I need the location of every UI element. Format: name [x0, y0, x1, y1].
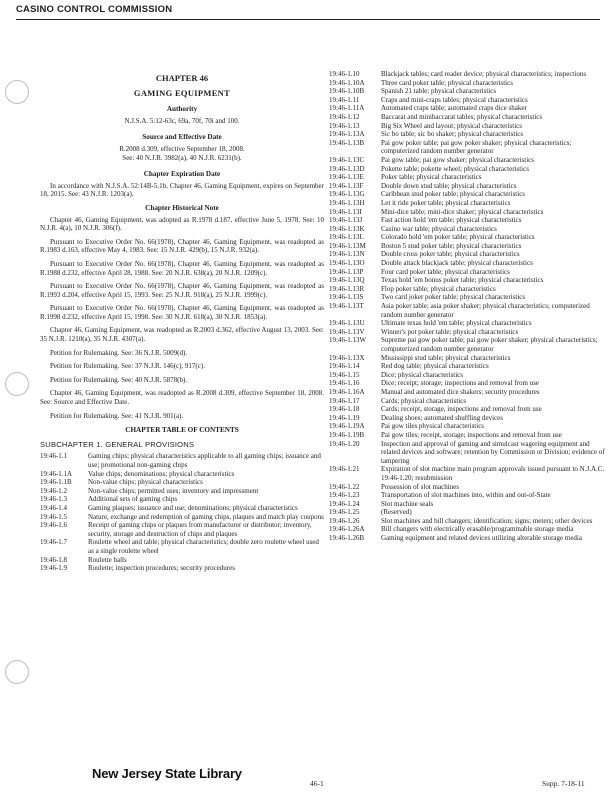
section-title: Receipt of gaming chips or plaques from manufacturer or distributor; inventory, security, storage and destruction of chips and plaques	[88, 521, 312, 538]
toc-entry[interactable]	[329, 113, 605, 122]
section-title: (Reserved)	[381, 508, 412, 517]
toc-entry[interactable]	[329, 328, 605, 337]
toc-entry[interactable]	[329, 517, 605, 526]
section-number: 19:46-1.1	[40, 452, 68, 461]
section-title: Texas hold 'em bonus poker table; physical characteristics	[381, 276, 544, 285]
expiration-text: In accordance with N.J.S.A. 52:14B-5.1b, Chapter 46, Gaming Equipment, expires on September 18, 2015. See: 43 N.J.R. 1203(a).	[40, 181, 324, 199]
section-title: Supreme pai gow poker table; pai gow poker shaker; physical characteristics; computerized random number generator	[381, 336, 598, 353]
section-title: Sic bo table; sic bo shaker; physical characteristics	[381, 130, 524, 139]
section-title: Winner's pot poker table; physical characteristics	[381, 327, 519, 336]
section-title: Pai gow tiles physical characteristics	[381, 422, 485, 431]
section-number: 19:46-1.1B	[40, 478, 72, 487]
toc-entry[interactable]	[329, 500, 605, 509]
toc-entry[interactable]	[329, 259, 605, 268]
toc-entry[interactable]	[329, 508, 605, 517]
section-number: 19:46-1.13A	[329, 130, 365, 139]
section-number: 19:46-1.19A	[329, 422, 365, 431]
section-number: 19:46-1.17	[329, 396, 360, 405]
toc-entry[interactable]	[40, 452, 324, 469]
section-title: Slot machines and bill changers; identification; signs; meters; other devices	[381, 516, 593, 525]
section-number: 19:46-1.13U	[329, 319, 365, 328]
section-number: 19:46-1.14	[329, 362, 360, 371]
section-number: 19:46-1.13W	[329, 336, 367, 345]
toc-entry[interactable]	[329, 79, 605, 88]
toc-entry[interactable]	[329, 182, 605, 191]
section-title: Asia poker table; asia poker shaker; physical characteristics; computerized random number generator	[381, 302, 590, 319]
toc-entry[interactable]	[40, 513, 324, 522]
section-number: 19:46-1.4	[40, 503, 68, 512]
toc-entry[interactable]	[329, 371, 605, 380]
toc-entry[interactable]	[329, 336, 605, 353]
section-number: 19:46-1.22	[329, 482, 360, 491]
toc-entry[interactable]	[329, 431, 605, 440]
section-number: 19:46-1.19B	[329, 430, 365, 439]
section-title: Red dog table; physical characteristics	[381, 362, 489, 371]
section-number: 19:46-1.13T	[329, 302, 364, 311]
section-title: Double attack blackjack table; physical characteristics	[381, 259, 533, 268]
section-title: Baccarat and minibaccarat tables; physical characteristics	[381, 112, 543, 121]
section-title: Spanish 21 table; physical characteristics	[381, 87, 497, 96]
section-number: 19:46-1.11	[329, 95, 360, 104]
section-number: 19:46-1.11A	[329, 104, 365, 113]
toc-entry[interactable]	[329, 362, 605, 371]
section-title: Flop poker table; physical characteristics	[381, 284, 496, 293]
section-number: 19:46-1.7	[40, 538, 68, 547]
section-title: Inspection and approval of gaming and simulcast wagering equipment and related devices and software; retention by Commission or Division; evidence of tampering	[381, 439, 605, 465]
toc-entry[interactable]	[329, 199, 605, 208]
chapter-number: CHAPTER 46	[155, 73, 209, 83]
section-title: Two card joker poker table; physical characteristics	[381, 293, 526, 302]
section-number: 19:46-1.2	[40, 486, 68, 495]
toc-entry[interactable]	[329, 379, 605, 388]
binder-hole-top	[5, 80, 29, 104]
section-number: 19:46-1.13K	[329, 224, 365, 233]
history-note: Chapter 46, Gaming Equipment, was adopted as R.1978 d.187, effective June 5, 1978. See: 10 N.J.R. 4(a), 10 N.J.R. 306(f).	[40, 215, 324, 233]
section-title: Let it ride poker table; physical characteristics	[381, 198, 511, 207]
toc-entry[interactable]	[329, 405, 605, 414]
section-title: Bill changers with electrically erasable/programmable storage media	[381, 525, 574, 534]
section-title: Manual and automated dice shakers; security procedures	[381, 387, 540, 396]
section-number: 19:46-1.24	[329, 499, 360, 508]
page-number: 46-1	[310, 779, 324, 788]
toc-entry[interactable]	[329, 250, 605, 259]
toc-entry[interactable]	[329, 268, 605, 277]
section-title: Caribbean stud poker table; physical characteristics	[381, 190, 526, 199]
section-number: 19:46-1.16	[329, 379, 360, 388]
section-number: 19:46-1.13I	[329, 207, 362, 216]
header-rule	[16, 19, 600, 20]
source-line-2: See: 40 N.J.R. 3982(a), 40 N.J.R. 6231(b).	[122, 153, 242, 162]
section-number: 19:46-1.13N	[329, 250, 365, 259]
section-title: Craps and mini-craps tables; physical characteristics	[381, 95, 528, 104]
chapter-name: GAMING EQUIPMENT	[133, 87, 231, 98]
section-title: Pokette table; pokette wheel; physical characteristics	[381, 164, 529, 173]
toc-entry[interactable]	[329, 233, 605, 242]
history-note: Chapter 46, Gaming Equipment, was readopted as R.2008 d.309, effective September 18, 2008. See: Source and Effective Date.	[40, 389, 324, 407]
section-title: Additional sets of gaming chips	[88, 495, 178, 504]
history-note: Petition for Rulemaking. See: 40 N.J.R. 5878(b).	[50, 375, 188, 384]
toc-entry[interactable]	[329, 414, 605, 423]
section-title: Gaming plaques; issuance and use; denominations; physical characteristics	[88, 503, 298, 512]
section-number: 19:46-1.15	[329, 370, 360, 379]
toc-entry[interactable]	[329, 104, 605, 113]
section-title: Mini-dice table; mini-dice shaker; physical characteristics	[381, 207, 544, 216]
section-number: 19:46-1.13G	[329, 190, 365, 199]
running-header: CASINO CONTROL COMMISSION	[16, 4, 173, 15]
toc-entry[interactable]	[329, 491, 605, 500]
history-note: Petition for Rulemaking. See: 36 N.J.R. 5009(d).	[50, 348, 188, 357]
source-heading: Source and Effective Date	[142, 133, 222, 142]
section-number: 19:46-1.13C	[329, 155, 365, 164]
toc-entry[interactable]	[329, 156, 605, 165]
section-title: Double cross poker table; physical characteristics	[381, 250, 520, 259]
section-title: Mississippi stud table; physical characteristics	[381, 353, 511, 362]
section-number: 19:46-1.13	[329, 121, 360, 130]
history-note: Pursuant to Executive Order No. 66(1978), Chapter 46, Gaming Equipment, was readopted as R.1993 d.204, effective April 15, 1993. See: 25 N.J.R. 918(a), 25 N.J.R. 1999(c).	[40, 282, 324, 299]
history-note: Pursuant to Executive Order No. 66(1978), Chapter 46, Gaming Equipment, was readopted as R.1988 d.232, effective April 28, 1988. See: 20 N.J.R. 638(a), 20 N.J.R. 1209(c).	[40, 259, 324, 277]
section-title: Roulette; inspection procedures; security procedures	[88, 564, 235, 573]
section-number: 19:46-1.20	[329, 439, 360, 448]
section-number: 19:46-1.13L	[329, 233, 364, 242]
section-number: 19:46-1.13V	[329, 327, 365, 336]
section-title: Transportation of slot machines into, within and out-of-State	[381, 491, 551, 500]
toc-entry[interactable]	[329, 440, 605, 466]
library-stamp: New Jersey State Library	[92, 766, 242, 781]
expiration-heading: Chapter Expiration Date	[143, 170, 221, 179]
section-title: Big Six Wheel and layout; physical characteristics	[381, 121, 522, 130]
toc-entry[interactable]	[329, 190, 605, 199]
section-number: 19:46-1.1A	[40, 469, 73, 478]
section-title: Dice; receipt; storage; inspections and removal from use	[381, 379, 540, 388]
section-title: Three card poker table; physical characteristics	[381, 78, 513, 87]
section-title: Cards; physical characteristics	[381, 396, 467, 405]
history-notes	[40, 216, 324, 421]
section-title: Non-value chips; physical characteristics	[88, 478, 203, 487]
section-number: 19:46-1.13E	[329, 173, 364, 182]
section-title: Colorado hold 'em poker table; physical characteristics	[381, 233, 535, 242]
history-note: Petition for Rulemaking. See: 37 N.J.R. 146(c), 917(c).	[50, 362, 205, 371]
toc-entry[interactable]	[329, 139, 605, 156]
section-number: 19:46-1.25	[329, 508, 360, 517]
toc-entry[interactable]	[329, 534, 605, 543]
section-number: 19:46-1.3	[40, 495, 68, 504]
section-title: Blackjack tables; card reader device; physical characteristics; inspections	[381, 70, 587, 78]
toc-entry[interactable]	[40, 487, 324, 496]
section-title: Dealing shoes; automated shuffling devices	[381, 413, 503, 422]
binder-hole-bottom	[5, 660, 29, 684]
section-title: Gaming chips; physical characteristics applicable to all gaming chips; issuance and use; promotional non-gaming chips	[88, 452, 321, 469]
history-note: Pursuant to Executive Order No. 66(1978), Chapter 46, Gaming Equipment, was readopted as R.1998 d.232, effective April 15, 1998. See: 30 N.J.R. 618(a), 30 N.J.R. 1853(a).	[40, 304, 324, 321]
section-number: 19:46-1.13B	[329, 138, 365, 147]
section-title: Boston 5 stud poker table; physical characteristics	[381, 241, 522, 250]
toc-entry[interactable]	[329, 483, 605, 492]
toc-entry[interactable]	[329, 225, 605, 234]
section-number: 19:46-1.16A	[329, 387, 365, 396]
left-column	[40, 68, 324, 573]
history-heading: Chapter Historical Note	[145, 203, 219, 212]
toc-entry[interactable]	[40, 564, 324, 573]
toc-left-list	[40, 452, 324, 572]
section-title: Fast action hold 'em table; physical characteristics	[381, 216, 522, 225]
section-title: Casino war table; physical characteristics	[381, 224, 497, 233]
section-title: Roulette wheel and table; physical characteristics; double zero roulette wheel used as a single roulette wheel	[88, 538, 319, 555]
section-number: 19:46-1.9	[40, 564, 68, 573]
section-title: Ultimate texas hold 'em table; physical characteristics	[381, 319, 532, 328]
toc-entry[interactable]	[329, 242, 605, 251]
toc-entry[interactable]	[40, 495, 324, 504]
section-title: Value chips; denominations; physical characteristics	[88, 469, 235, 478]
section-number: 19:46-1.13Q	[329, 276, 365, 285]
history-note: Chapter 46, Gaming Equipment, was readopted as R.2003 d.362, effective August 13, 2003. See: 35 N.J.R. 1210(a), 35 N.J.R. 4307(a).	[40, 326, 324, 344]
section-title: Four card poker table; physical characteristics	[381, 267, 510, 276]
section-title: Pai gow poker table; pai gow poker shaker; physical characteristics; computerized random number generator	[381, 138, 572, 156]
toc-entry[interactable]	[329, 302, 605, 319]
history-note: Pursuant to Executive Order No. 66(1978), Chapter 46, Gaming Equipment, was readopted as R.1983 d.163, effective May 4, 1983. See: 15 N.J.R. 429(b), 15 N.J.R. 932(a).	[40, 237, 324, 255]
section-title: Dice; physical characteristics	[381, 370, 464, 379]
toc-entry[interactable]	[329, 165, 605, 174]
history-note: Petition for Rulemaking. See: 41 N.J.R. 901(a).	[50, 411, 184, 420]
right-column	[329, 70, 605, 543]
section-number: 19:46-1.26B	[329, 534, 365, 543]
section-title: Pai gow tiles; receipt, storage; inspections and removal from use	[381, 430, 562, 439]
source-line-1: R.2008 d.309, effective September 18, 2008.	[119, 144, 245, 153]
toc-entry[interactable]	[329, 319, 605, 328]
toc-entry[interactable]	[329, 70, 605, 79]
section-title: Non-value chips; permitted uses; inventory and impressment	[88, 486, 259, 495]
section-number: 19:46-1.13P	[329, 267, 364, 276]
toc-entry[interactable]	[329, 216, 605, 225]
toc-entry[interactable]	[329, 354, 605, 363]
toc-entry[interactable]	[329, 173, 605, 182]
toc-entry[interactable]	[329, 465, 605, 482]
toc-entry[interactable]	[329, 388, 605, 397]
section-title: Slot machine seals	[381, 499, 434, 508]
section-title: Nature, exchange and redemption of gaming chips, plaques and match play coupons	[88, 512, 324, 521]
section-number: 19:46-1.19	[329, 413, 360, 422]
toc-entry[interactable]	[329, 293, 605, 302]
toc-entry[interactable]	[40, 504, 324, 513]
section-number: 19:46-1.13S	[329, 293, 364, 302]
section-number: 19:46-1.13J	[329, 216, 363, 225]
toc-entry[interactable]	[40, 538, 324, 555]
toc-entry[interactable]	[40, 478, 324, 487]
section-title: Double down stud table; physical characteristics	[381, 181, 517, 190]
toc-entry[interactable]	[329, 122, 605, 131]
section-title: Expiration of slot machine main program approvals issued pursuant to N.J.A.C. 19:46-1.20; resubmission	[381, 465, 605, 482]
section-number: 19:46-1.26	[329, 516, 360, 525]
toc-entry[interactable]	[40, 556, 324, 565]
section-title: Roulette balls	[88, 555, 127, 564]
toc-entry[interactable]	[329, 422, 605, 431]
section-number: 19:46-1.18	[329, 405, 360, 414]
section-number: 19:46-1.5	[40, 512, 68, 521]
section-number: 19:46-1.8	[40, 555, 68, 564]
section-title: Poker table; physical characteristics	[381, 173, 482, 182]
toc-entry[interactable]	[329, 525, 605, 534]
section-title: Possession of slot machines	[381, 482, 459, 491]
section-number: 19:46-1.10A	[329, 78, 365, 87]
toc-entry[interactable]	[329, 397, 605, 406]
section-number: 19:46-1.12	[329, 112, 360, 121]
section-number: 19:46-1.13O	[329, 259, 365, 268]
section-title: Pai gow table; pai gow shaker; physical characteristics	[381, 155, 534, 164]
toc-entry[interactable]	[329, 208, 605, 217]
toc-entry[interactable]	[329, 276, 605, 285]
section-number: 19:46-1.13M	[329, 241, 366, 250]
toc-entry[interactable]	[329, 285, 605, 294]
section-number: 19:46-1.26A	[329, 525, 365, 534]
toc-entry[interactable]	[40, 521, 324, 538]
supplement-date: Supp. 7-18-11	[542, 779, 585, 788]
subchapter-heading: SUBCHAPTER 1. GENERAL PROVISIONS	[40, 439, 195, 449]
section-number: 19:46-1.6	[40, 521, 68, 530]
toc-entry[interactable]	[40, 470, 324, 479]
section-number: 19:46-1.13H	[329, 198, 365, 207]
toc-heading: CHAPTER TABLE OF CONTENTS	[125, 426, 239, 435]
section-number: 19:46-1.13D	[329, 164, 365, 173]
section-number: 19:46-1.10	[329, 70, 360, 78]
section-number: 19:46-1.13X	[329, 353, 365, 362]
section-number: 19:46-1.10B	[329, 87, 365, 96]
binder-hole-middle	[5, 372, 29, 396]
toc-right-list	[329, 70, 605, 543]
section-number: 19:46-1.13F	[329, 181, 364, 190]
section-title: Cards; receipt, storage, inspections and removal from use	[381, 405, 542, 414]
section-number: 19:46-1.21	[329, 465, 360, 474]
section-title: Automated craps table; automated craps dice shaker	[381, 104, 527, 113]
authority-heading: Authority	[166, 105, 198, 114]
section-number: 19:46-1.23	[329, 491, 360, 500]
authority-text: N.J.S.A. 5:12-63c, 69a, 70f, 70i and 100.	[124, 116, 240, 125]
section-number: 19:46-1.13R	[329, 284, 365, 293]
toc-entry[interactable]	[329, 96, 605, 105]
toc-entry[interactable]	[329, 130, 605, 139]
toc-entry[interactable]	[329, 87, 605, 96]
section-title: Gaming equipment and related devices utilizing alterable storage media	[381, 534, 582, 543]
